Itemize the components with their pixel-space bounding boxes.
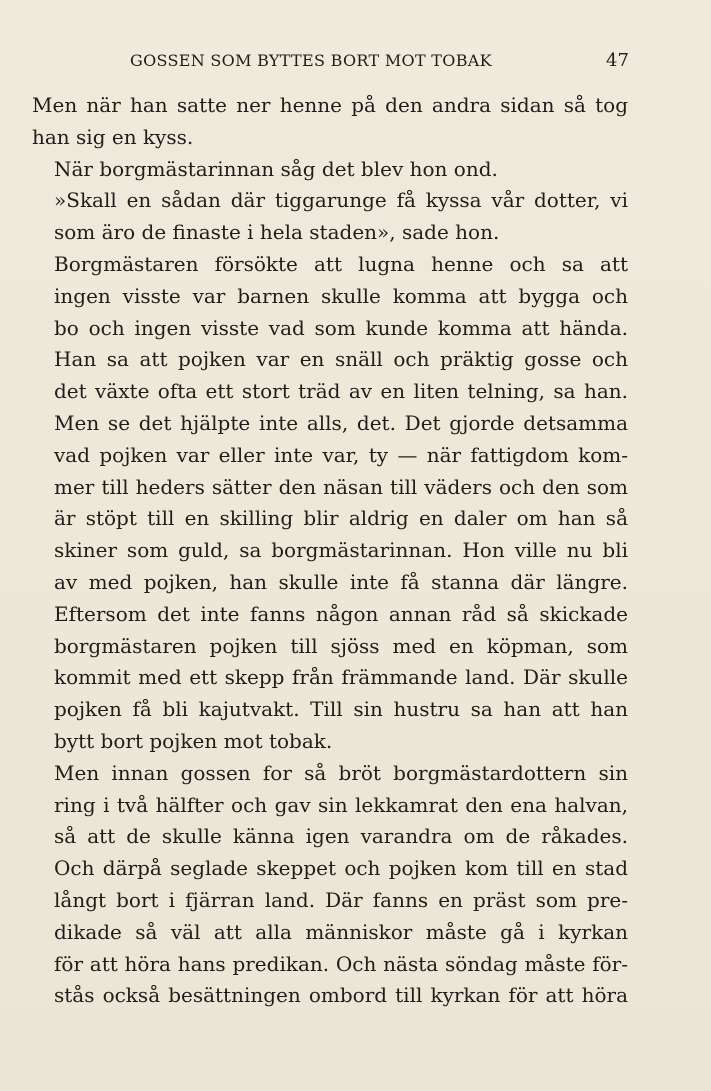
text-line: När borgmästarinnan såg det blev hon ond. (54, 156, 498, 181)
text-line: pojken få bli kajutvakt. Till sin hustru sa han att han (54, 697, 628, 722)
paragraph (32, 249, 628, 758)
text-line: kommit med ett skepp från främmande land. Där skulle (54, 665, 628, 690)
text-line: det växte ofta ett stort träd av en liten telning, sa han. (54, 379, 628, 404)
text-line: ring i två hälfter och gav sin lekkamrat den ena halvan, (54, 792, 628, 817)
paragraph (32, 758, 628, 1012)
text-line: Men innan gossen for så bröt borgmästardottern sin (54, 760, 628, 785)
text-line: stås också besättningen ombord till kyrkan för att höra (54, 983, 628, 1008)
paragraph (32, 154, 628, 186)
text-line: är stöpt till en skilling blir aldrig en daler om han så (54, 506, 628, 531)
text-line: för att höra hans predikan. Och nästa söndag måste för- (54, 951, 628, 976)
text-line: ingen visste var barnen skulle komma att bygga och (54, 283, 628, 308)
page-number: 47 (606, 50, 629, 71)
paragraph (32, 185, 628, 249)
text-line: borgmästaren pojken till sjöss med en köpman, som (54, 633, 628, 658)
text-line: bo och ingen visste vad som kunde komma att hända. (54, 315, 628, 340)
text-line: Han sa att pojken var en snäll och präktig gosse och (54, 347, 628, 372)
text-line: vad pojken var eller inte var, ty — när fattigdom kom- (54, 442, 628, 467)
text-line: Men när han satte ner henne på den andra sidan så tog (32, 93, 628, 117)
text-line: av med pojken, han skulle inte få stanna där längre. (54, 569, 628, 594)
text-line: dikade så väl att alla människor måste gå i kyrkan (54, 919, 628, 944)
text-line: Men se det hjälpte inte alls, det. Det gjorde detsamma (54, 410, 628, 435)
body-text (32, 90, 628, 1012)
text-line: som äro de finaste i hela staden», sade hon. (54, 220, 500, 245)
text-line: han sig en kyss. (32, 124, 194, 149)
text-line: Eftersom det inte fanns någon annan råd så skickade (54, 601, 628, 626)
text-line: långt bort i fjärran land. Där fanns en präst som pre- (54, 887, 628, 912)
text-line: Och därpå seglade skeppet och pojken kom till en stad (54, 856, 628, 881)
text-line: Borgmästaren försökte att lugna henne och sa att (54, 251, 628, 276)
text-line: »Skall en sådan där tiggarunge få kyssa vår dotter, vi (54, 188, 628, 213)
running-header: GOSSEN SOM BYTTES BORT MOT TOBAK (130, 51, 492, 70)
text-line: så att de skulle känna igen varandra om de råkades. (54, 824, 628, 849)
paragraph (32, 90, 628, 154)
text-line: skiner som guld, sa borgmästarinnan. Hon ville nu bli (54, 538, 628, 563)
text-line: mer till heders sätter den näsan till väders och den som (54, 474, 628, 499)
text-line: bytt bort pojken mot tobak. (54, 728, 333, 753)
